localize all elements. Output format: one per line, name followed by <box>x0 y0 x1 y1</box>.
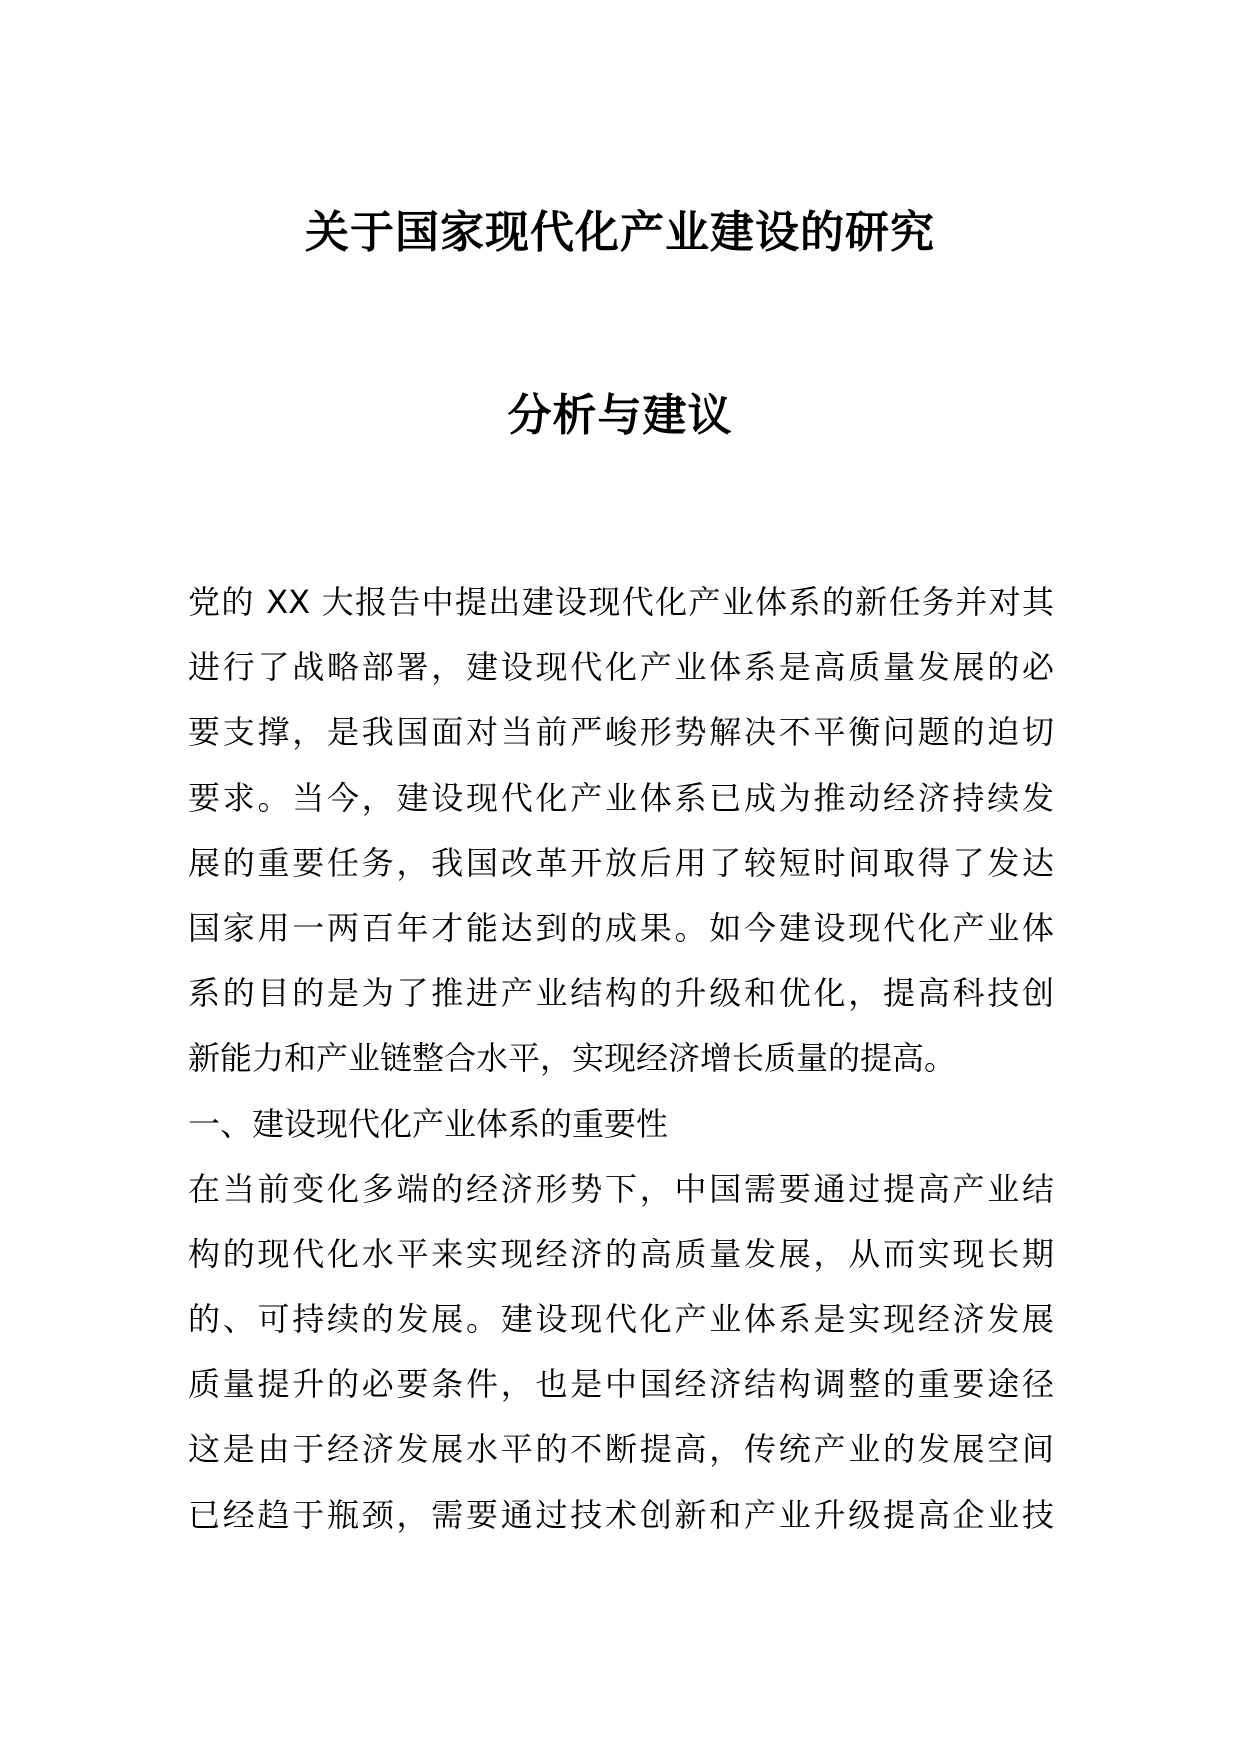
body-line-2: 进行了战略部署，建设现代化产业体系是高质量发展的必 <box>188 648 1054 687</box>
body-line-3: 要支撑，是我国面对当前严峻形势解决不平衡问题的迫切 <box>188 713 1054 752</box>
body-line-14: 这是由于经济发展水平的不断提高，传统产业的发展空间 <box>188 1430 1054 1469</box>
document-title-line-2: 分析与建议 <box>507 390 733 441</box>
body-line-10: 在当前变化多端的经济形势下，中国需要通过提高产业结 <box>188 1169 1054 1208</box>
body-line-11: 构的现代化水平来实现经济的高质量发展，从而实现长期 <box>188 1234 1054 1273</box>
body-line-8: 新能力和产业链整合水平，实现经济增长质量的提高。 <box>188 1039 957 1078</box>
body-line-12: 的、可持续的发展。建设现代化产业体系是实现经济发展 <box>188 1300 1054 1339</box>
body-line-13: 质量提升的必要条件，也是中国经济结构调整的重要途径 <box>188 1365 1054 1404</box>
body-line-7: 系的目的是为了推进产业结构的升级和优化，提高科技创 <box>188 974 1054 1013</box>
body-line-5: 展的重要任务，我国改革开放后用了较短时间取得了发达 <box>188 843 1054 882</box>
body-line-15: 已经趋于瓶颈，需要通过技术创新和产业升级提高企业技 <box>188 1495 1054 1534</box>
body-line-4: 要求。当今，建设现代化产业体系已成为推动经济持续发 <box>188 778 1054 817</box>
body-line-1: 党的 XX 大报告中提出建设现代化产业体系的新任务并对其 <box>188 583 1054 621</box>
section-heading: 一、建设现代化产业体系的重要性 <box>188 1104 669 1143</box>
document-title-line-1: 关于国家现代化产业建设的研究 <box>305 207 935 258</box>
document-body <box>188 570 1054 1548</box>
body-line-6: 国家用一两百年才能达到的成果。如今建设现代化产业体 <box>188 908 1054 947</box>
